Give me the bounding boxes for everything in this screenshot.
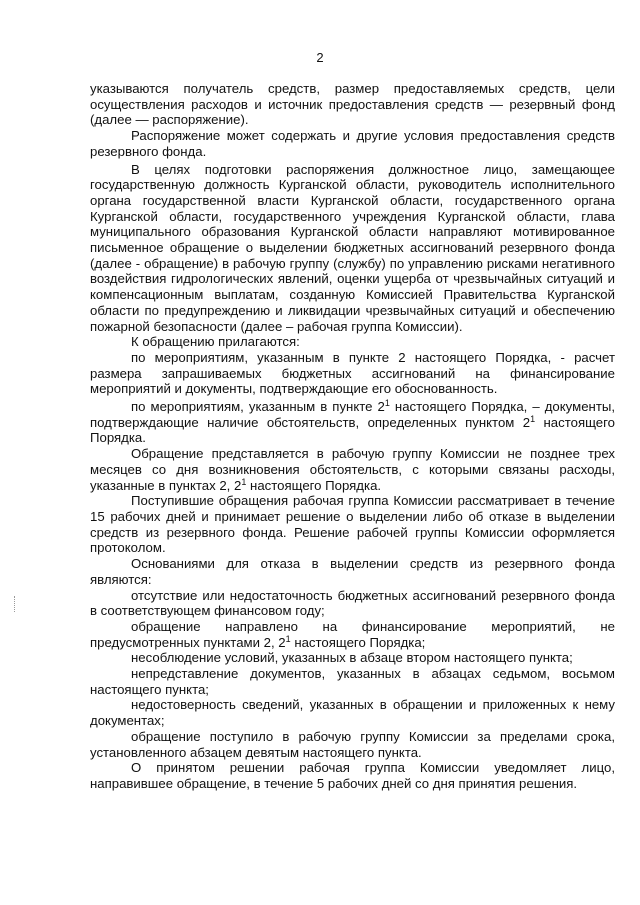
superscript: 1 bbox=[285, 633, 291, 644]
paragraph-refusal-conditions-breach: несоблюдение условий, указанных в абзаце втором настоящего пункта; bbox=[131, 650, 573, 666]
paragraph-refusal-missing-documents: непредставление документов, указанных в абзацах седьмом, восьмом настоящего пункта; bbox=[90, 666, 615, 697]
paragraph-decision-notification: О принятом решении рабочая группа Комиссии уведомляет лицо, направившее обращение, в течение 5 рабочих дней со дня принятия решения. bbox=[90, 760, 615, 791]
text-fragment: по мероприятиям, указанным в пункте 2 bbox=[131, 399, 385, 415]
text-fragment: настоящего Порядка. bbox=[90, 414, 615, 446]
text-fragment: обращение направлено на финансирование мероприятий, не предусмотренных пунктами 2, 2 bbox=[90, 618, 615, 650]
paragraph-refusal-late-submission: обращение поступило в рабочую группу Комиссии за пределами срока, установленного абзацем девятым настоящего пункта. bbox=[90, 728, 615, 760]
page-number: 2 bbox=[316, 50, 324, 65]
paragraph-refusal-false-information: недостоверность сведений, указанных в обращении и приложенных к нему документах; bbox=[90, 697, 615, 729]
paragraph-request-submission: В целях подготовки распоряжения должностное лицо, замещающее государственную должность Курганской области, руководитель исполнительного органа государственной власти Курганской области, государственного органа Курганской области, государственного учреждения Курганской области, глава муниципального образования Курганской области направляют мотивированное письменное обращение о выделении бюджетных ассигнований резервного фонда (далее - обращение) в рабочую группу (службу) по управлению рисками негативного воздействия гидрологических явлений, оценки ущерба от чрезвычайных ситуаций и компенсационным выплатам, созданную Комиссией Правительства Курганской области по предупреждению и ликвидации чрезвычайных ситуаций и обеспечению пожарной безопасности (далее – рабочая группа Комиссии). bbox=[90, 161, 615, 334]
superscript: 1 bbox=[530, 413, 536, 424]
paragraph-refusal-insufficient-funds: отсутствие или недостаточность бюджетных ассигнований резервного фонда в соответствующем финансовом году; bbox=[90, 587, 615, 619]
text-fragment: Обращение представляется в рабочую группу Комиссии не позднее трех месяцев со дня возникновения обстоятельств, с которыми связаны расходы, указанные в пунктах 2, 2 bbox=[90, 446, 615, 493]
document-body bbox=[90, 81, 615, 792]
paragraph-attachments-intro: К обращению прилагаются: bbox=[131, 334, 300, 350]
paragraph-refusal-unlisted-measures bbox=[90, 619, 615, 650]
text-fragment: настоящего Порядка. bbox=[246, 477, 382, 493]
paragraph-review-period: Поступившие обращения рабочая группа Комиссии рассматривает в течение 15 рабочих дней и принимает решение о выделении либо об отказе в выделении средств из резервного фонда. Решение рабочей группы Комиссии оформляется протоколом. bbox=[90, 493, 615, 556]
paragraph-other-conditions: Распоряжение может содержать и другие условия предоставления средств резервного фонда. bbox=[90, 128, 615, 159]
paragraph-attachment-item-2: по мероприятиям, указанным в пункте 2 настоящего Порядка, - расчет размера запрашиваемых бюджетных ассигнований на финансирование мероприятий и документы, подтверждающие его обоснованность. bbox=[90, 349, 615, 397]
paragraph-attachment-item-2-1 bbox=[90, 399, 615, 446]
text-fragment: настоящего Порядка, – документы, подтверждающие наличие обстоятельств, определенных пунктом 2 bbox=[90, 399, 615, 430]
paragraph-submission-deadline bbox=[90, 446, 615, 493]
superscript: 1 bbox=[241, 476, 247, 487]
paragraph-refusal-grounds-intro: Основаниями для отказа в выделении средств из резервного фонда являются: bbox=[90, 556, 615, 587]
scan-margin-mark bbox=[14, 596, 16, 612]
text-fragment: настоящего Порядка; bbox=[290, 634, 426, 650]
superscript: 1 bbox=[384, 398, 390, 409]
paragraph-recipient-details: указываются получатель средств, размер предоставляемых средств, цели осуществления расходов и источник предоставления средств — резервный фонд (далее — распоряжение). bbox=[90, 81, 615, 128]
